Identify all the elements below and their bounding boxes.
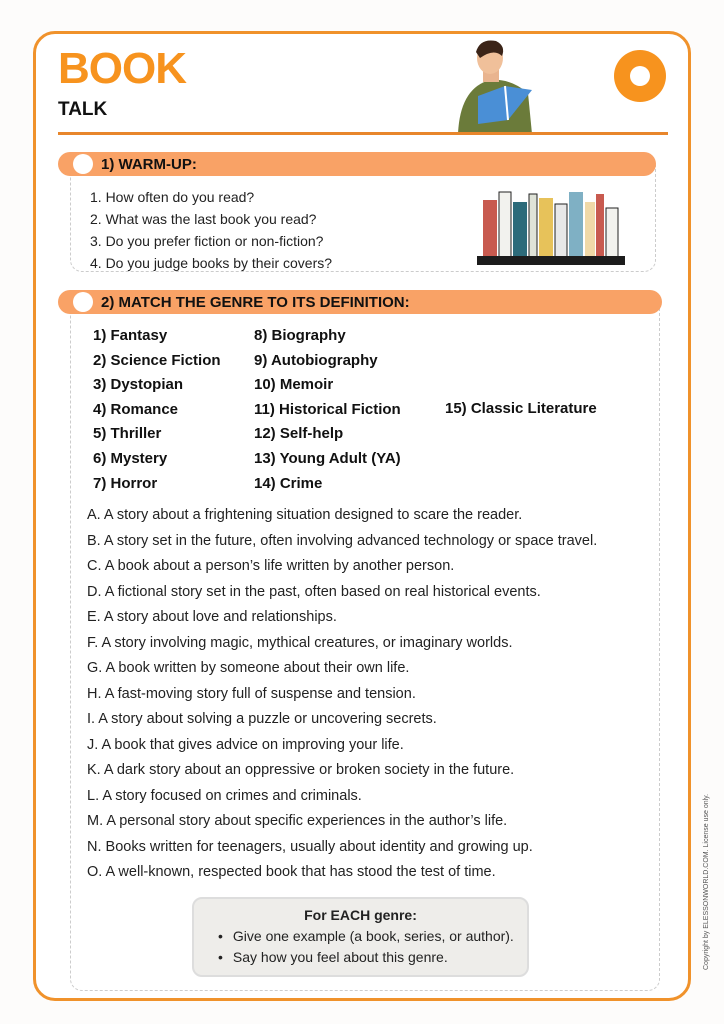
genre-item: 6) Mystery (93, 449, 168, 467)
definition: M. A personal story about specific experiences in the author’s life. (87, 813, 508, 829)
genre-item: 10) Memoir (254, 376, 334, 394)
circle-icon (73, 154, 93, 174)
genre-item: 12) Self-help (254, 425, 344, 443)
instruction-title: For EACH genre: (304, 907, 417, 923)
question: 2. What was the last book you read? (90, 211, 317, 227)
genre-list-1 (93, 324, 221, 496)
bookshelf-illustration (475, 190, 630, 268)
genre-item: 11) Historical Fiction (254, 400, 401, 418)
question: 4. Do you judge books by their covers? (90, 255, 333, 271)
copyright-notice: Copyright by ELESSONWORLD.COM. License use only. (703, 793, 710, 970)
instruction-item: • Give one example (a book, series, or author). (218, 926, 527, 947)
genre-item: 4) Romance (93, 400, 179, 418)
page-title: BOOK (58, 44, 186, 93)
elessonworld-logo (614, 50, 666, 102)
header-divider (58, 132, 668, 135)
genre-list-3 (445, 397, 597, 422)
reading-man-illustration (450, 38, 540, 134)
definition: I. A story about solving a puzzle or uncovering secrets. (87, 711, 437, 727)
definition: F. A story involving magic, mythical creatures, or imaginary worlds. (87, 634, 513, 651)
definition: C. A book about a person’s life written by another person. (87, 558, 455, 574)
genre-item: 7) Horror (93, 474, 158, 492)
definitions-list (87, 503, 597, 886)
definition: J. A book that gives advice on improving your life. (87, 736, 404, 753)
instruction-box (192, 897, 529, 977)
genre-item: 3) Dystopian (93, 376, 184, 394)
definition: O. A well-known, respected book that has stood the test of time. (87, 864, 496, 880)
definition: A. A story about a frightening situation designed to scare the reader. (87, 507, 523, 523)
genre-list-2 (254, 324, 401, 496)
warmup-header (58, 152, 656, 176)
circle-icon (73, 292, 93, 312)
genre-item: 2) Science Fiction (93, 351, 221, 369)
warmup-heading: 1) WARM-UP: (101, 155, 197, 173)
warmup-questions (90, 186, 332, 274)
genre-item: 9) Autobiography (254, 351, 378, 369)
question: 1. How often do you read? (90, 189, 255, 205)
match-header (58, 290, 662, 314)
match-heading: 2) MATCH THE GENRE TO ITS DEFINITION: (101, 293, 410, 311)
genre-item: 5) Thriller (93, 425, 162, 443)
instruction-item: • Say how you feel about this genre. (218, 947, 527, 968)
genre-item: 8) Biography (254, 327, 346, 344)
genre-item: 1) Fantasy (93, 327, 168, 344)
definition: B. A story set in the future, often involving advanced technology or space travel. (87, 532, 598, 549)
definition: D. A fictional story set in the past, often based on real historical events. (87, 583, 541, 600)
genre-item: 15) Classic Literature (445, 400, 597, 417)
question: 3. Do you prefer fiction or non-fiction? (90, 233, 324, 249)
definition: E. A story about love and relationships. (87, 609, 337, 625)
definition: L. A story focused on crimes and criminals. (87, 787, 362, 804)
genre-item: 13) Young Adult (YA) (254, 449, 401, 467)
definition: K. A dark story about an oppressive or broken society in the future. (87, 762, 515, 778)
definition: H. A fast-moving story full of suspense and tension. (87, 685, 416, 702)
page-subtitle: TALK (58, 99, 108, 120)
definition: G. A book written by someone about their own life. (87, 660, 410, 676)
definition: N. Books written for teenagers, usually about identity and growing up. (87, 838, 533, 855)
genre-item: 14) Crime (254, 474, 323, 492)
